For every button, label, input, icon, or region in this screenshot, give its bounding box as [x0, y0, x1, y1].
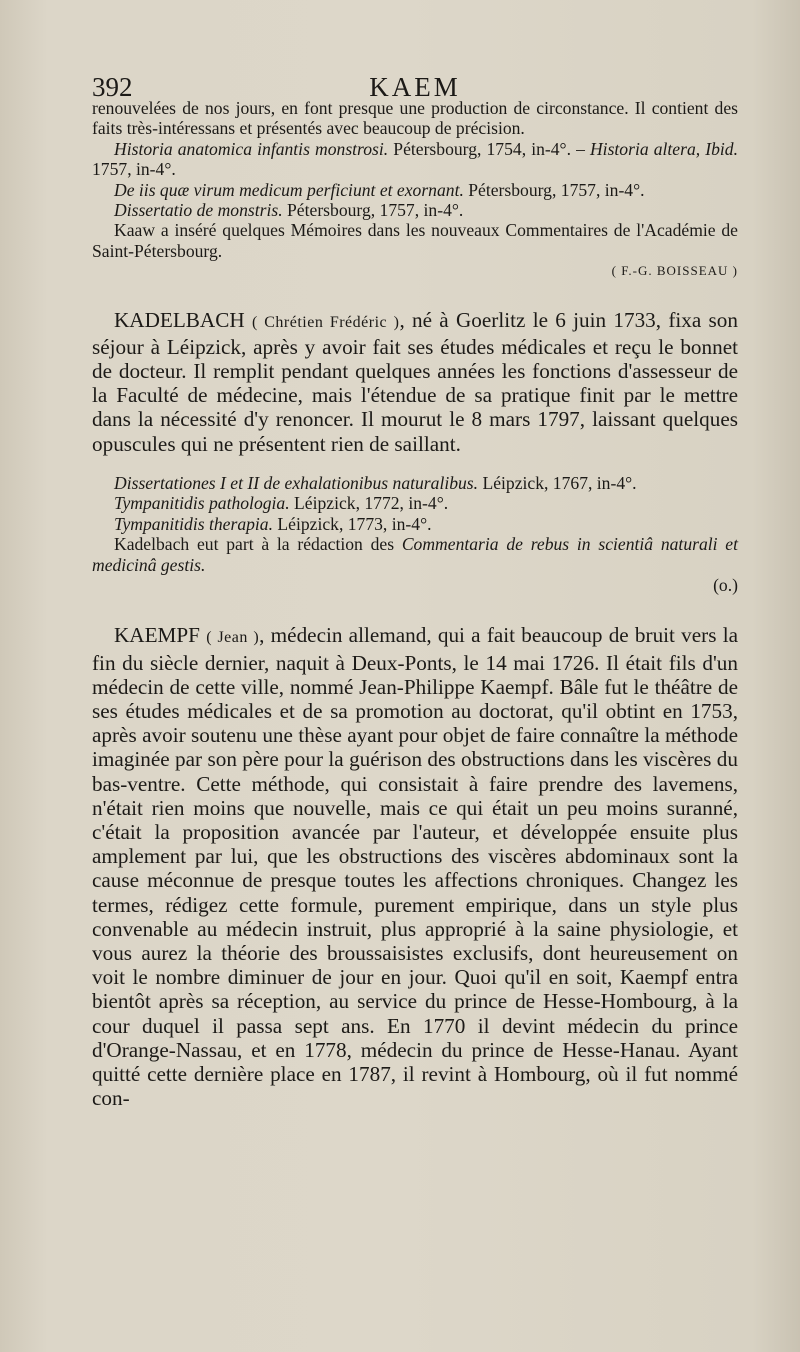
entry-given-names: ( Jean ) [206, 629, 260, 647]
work-title: Historia altera, Ibid. [589, 138, 738, 159]
kaempf-entry [92, 623, 738, 1110]
work-title: Tympanitidis therapia. [114, 513, 273, 534]
entry-text: , médecin allemand, qui a fait beaucoup de bruit vers la fin du siècle dernier, naquit à Deux-Ponts, le 14 mai 1726. Il était fils d'un médecin de cette ville, nommé Jean-Philippe Kaempf. Bâle fut le théâtre de ses études médicales et de sa promotion au doctorat, qu'il obtint en 1753, après avoir soutenu une thèse ayant pour objet de faire connaître la méthode imaginée par son père pour la guérison des obstructions dans les viscères du bas-ventre. Cette méthode, qui consistait à faire prendre des lavemens, n'était rien moins que nouvelle, mais ce qui était un peu moins suranné, c'était la proposition avancée par l'auteur, et développée ensuite plus amplement par lui, que les obstructions des viscères abdominaux sont la cause méconnue de presque toutes les affections chroniques. Changez les termes, rédigez cette formule, purement empirique, dans un style plus convenable au médecin instruit, plus approprié à la saine physiologie, et vous aurez la théorie des broussaisistes exclusifs, dont heureusement on voit le nombre diminuer de jour en jour. Quoi qu'il en soit, Kaempf entra bientôt après sa réception, au service du prince de Hesse-Hombourg, à la cour duquel il passa sept ans. En 1770 il devint médecin du prince d'Orange-Nassau, et en 1778, médecin du prince de Hesse-Hanau. Ayant quitté cette dernière place en 1787, il revint à Hombourg, où il fut nommé con- [92, 623, 738, 1111]
work-title: De iis quæ virum medicum perficiunt et exornant. [114, 179, 464, 200]
bibliography-item [92, 139, 738, 180]
work-title: Historia anatomica infantis monstrosi. [114, 138, 389, 159]
work-details: Léipzick, 1772, in-4°. [289, 493, 449, 514]
entry-given-names: ( Chrétien Frédéric ) [251, 313, 400, 331]
kaaw-entry-tail [92, 98, 738, 282]
work-details: Pétersbourg, 1754, in-4°. – [388, 138, 590, 159]
page-content [92, 98, 738, 1110]
entry-text: , né à Goerlitz le 6 juin 1733, fixa son séjour à Léipzick, après y avoir fait ses études médicales et reçu le bonnet de docteur. Il remplit pendant quelques années les fonctions d'assesseur de la Faculté de médecine, mais l'étendue de sa pratique finit par le mettre dans la nécessité d'y renoncer. Il mourut le 8 mars 1797, laissant quelques opuscules qui ne présentent rien de saillant. [92, 307, 738, 456]
bibliography-item [92, 180, 738, 200]
kadelbach-paragraph [92, 308, 738, 456]
work-details: Léipzick, 1773, in-4°. [273, 513, 432, 534]
signature-row [92, 261, 738, 281]
work-title: Dissertatio de monstris. [114, 200, 283, 221]
work-details: 1757, in-4°. [92, 159, 176, 180]
note-text: Kadelbach eut part à la rédaction des [114, 534, 402, 555]
running-title: KAEM [369, 72, 461, 102]
bibliography-item [92, 493, 738, 513]
work-title: Dissertationes I et II de exhalationibus naturalibus. [114, 472, 479, 493]
kaaw-note: Kaaw a inséré quelques Mémoires dans les nouveaux Commentaires de l'Académie de Saint-Pétersbourg. [92, 220, 738, 261]
kadelbach-note [92, 534, 738, 575]
bibliography-item [92, 473, 738, 493]
work-details: Pétersbourg, 1757, in-4°. [282, 200, 464, 221]
work-details: Pétersbourg, 1757, in-4°. [463, 179, 645, 200]
author-signature: ( F.-G. BOISSEAU ) [611, 263, 738, 279]
bibliography-item [92, 514, 738, 534]
kadelbach-entry [92, 308, 738, 456]
page-number: 392 [92, 72, 133, 102]
work-title: Tympanitidis pathologia. [114, 493, 290, 514]
bibliography-item [92, 200, 738, 220]
work-details: Léipzick, 1767, in-4°. [478, 472, 637, 493]
kadelbach-bibliography [92, 473, 738, 595]
kaaw-paragraph: renouvelées de nos jours, en font presque une production de circonstance. Il contient des faits très-intéressans et présentés avec beaucoup de précision. [92, 98, 738, 139]
entry-name: KAEMPF [114, 623, 200, 648]
entry-name: KADELBACH [114, 307, 245, 332]
kaempf-paragraph [92, 623, 738, 1110]
author-signature: (o.) [713, 574, 738, 595]
work-title: Commentaria de rebus in scientiâ naturali et medicinâ gestis. [92, 534, 738, 575]
signature-row [92, 575, 738, 595]
